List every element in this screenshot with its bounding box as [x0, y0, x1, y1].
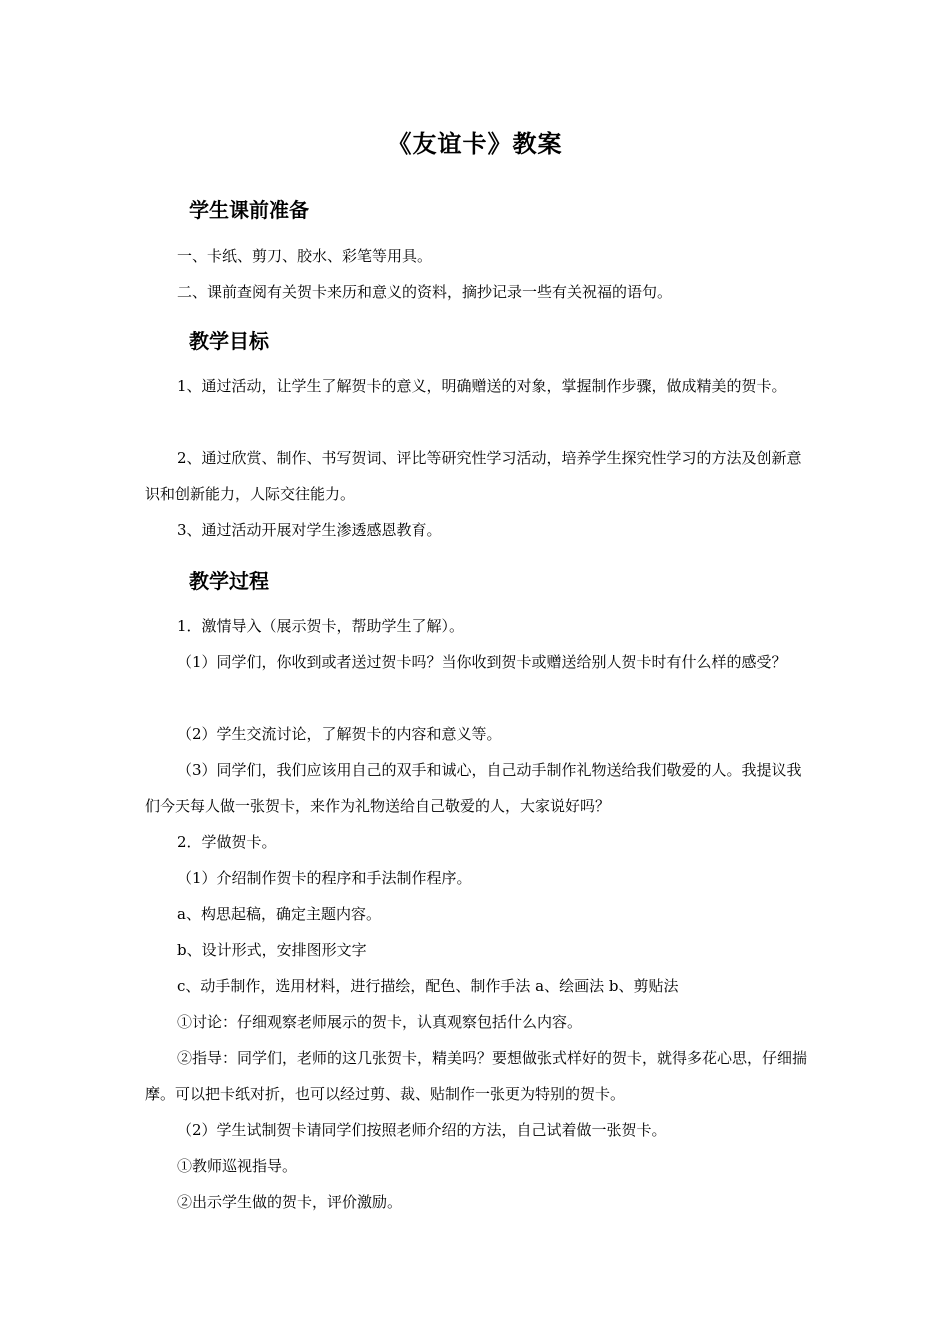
process-item-4: （3）同学们，我们应该用自己的双手和诚心，自己动手制作礼物送给我们敬爱的人。我提议我们今天每人做一张贺卡，来作为礼物送给自己敬爱的人，大家说好吗？ — [145, 761, 802, 815]
process-item-2: （1）同学们，你收到或者送过贺卡吗？当你收到贺卡或赠送给别人贺卡时有什么样的感受？ — [177, 653, 787, 671]
goal-item-2: 2、通过欣赏、制作、书写贺词、评比等研究性学习活动，培养学生探究性学习的方法及创新意识和创新能力，人际交往能力。 — [145, 449, 802, 503]
goal-item-1: 1、通过活动，让学生了解贺卡的意义，明确赠送的对象，掌握制作步骤，做成精美的贺卡。 — [177, 377, 787, 395]
process-item-8: b、设计形式，安排图形文字 — [177, 941, 367, 959]
process-item-11: ②指导：同学们，老师的这几张贺卡，精美吗？要想做张式样好的贺卡，就得多花心思，仔细揣摩。可以把卡纸对折，也可以经过剪、裁、贴制作一张更为特别的贺卡。 — [145, 1049, 808, 1103]
heading-teaching-process: 教学过程 — [189, 569, 269, 593]
prep-item-2: 二、课前查阅有关贺卡来历和意义的资料，摘抄记录一些有关祝福的语句。 — [177, 283, 673, 301]
document-title: 《友谊卡》教案 — [387, 130, 563, 158]
process-item-3: （2）学生交流讨论，了解贺卡的内容和意义等。 — [177, 725, 502, 743]
prep-item-1: 一、卡纸、剪刀、胶水、彩笔等用具。 — [177, 247, 433, 265]
process-item-7: a、构思起稿，确定主题内容。 — [177, 905, 381, 923]
process-item-10: ①讨论：仔细观察老师展示的贺卡，认真观察包括什么内容。 — [177, 1013, 583, 1031]
process-item-13: ①教师巡视指导。 — [177, 1157, 298, 1175]
goal-item-3: 3、通过活动开展对学生渗透感恩教育。 — [177, 521, 442, 539]
process-item-6: （1）介绍制作贺卡的程序和手法制作程序。 — [177, 869, 472, 887]
process-item-5: 2．学做贺卡。 — [177, 833, 277, 851]
process-item-1: 1．激情导入（展示贺卡，帮助学生了解）。 — [177, 617, 465, 635]
heading-teaching-goals: 教学目标 — [189, 329, 269, 353]
heading-student-prep: 学生课前准备 — [189, 198, 309, 222]
process-item-14: ②出示学生做的贺卡，评价激励。 — [177, 1193, 403, 1211]
process-item-12: （2）学生试制贺卡请同学们按照老师介绍的方法，自己试着做一张贺卡。 — [177, 1121, 667, 1139]
process-item-9: c、动手制作，选用材料，进行描绘，配色、制作手法 a、绘画法 b、剪贴法 — [177, 977, 679, 995]
